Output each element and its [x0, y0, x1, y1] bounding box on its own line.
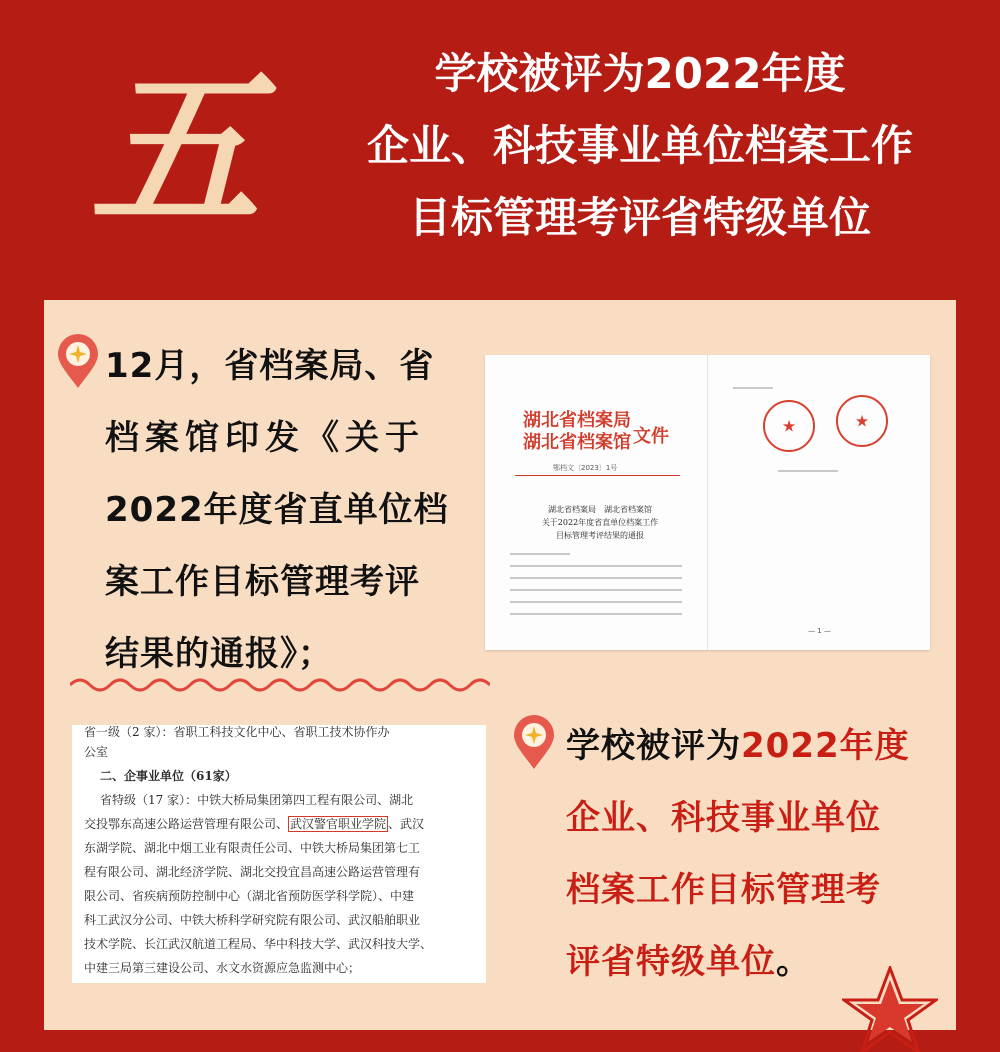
document-text-line [510, 589, 682, 591]
section2-highlight: 2022年度 [741, 726, 910, 766]
document-page-left [485, 355, 708, 650]
notice-document-image [485, 355, 930, 650]
document-org-names [523, 410, 631, 454]
big-numeral: 五 [89, 50, 260, 250]
header-title [290, 38, 990, 254]
section2-end-mark: 。 [776, 942, 811, 982]
official-seal-icon: ★ [836, 395, 888, 447]
document-text-line [733, 387, 773, 389]
excerpt-line: 程有限公司、湖北经济学院、湖北交投宜昌高速公路运营管理有 [84, 865, 421, 879]
document-page-right [708, 355, 930, 650]
document-red-rule [515, 475, 680, 476]
highlight-box: 武汉警官职业学院 [290, 817, 387, 831]
document-org-line: 湖北省档案馆 [523, 432, 631, 453]
header-title-line: 目标管理考评省特级单位 [408, 193, 871, 242]
excerpt-line: 公室 [84, 745, 109, 759]
document-text-line [510, 601, 682, 603]
document-notice-line: 湖北省档案局 湖北省档案馆 [548, 505, 652, 514]
excerpt-line: 中建三局第三建设公司、水文水资源应急监测中心； [84, 961, 361, 975]
section1-text [105, 330, 475, 690]
excerpt-line: 科工武汉分公司、中铁大桥科学研究院有限公司、武汉船舶职业 [84, 913, 421, 927]
document-text-line [778, 470, 838, 472]
section2-text [566, 710, 926, 998]
section1-line: 结果的通报》； [105, 634, 333, 674]
excerpt-line: 二、企事业单位（61家） [100, 769, 237, 783]
document-notice-line: 关于2022年度省直单位档案工作 [541, 518, 659, 527]
excerpt-line: 省一级（2 家）：省职工科技文化中心、省职工技术协作办 [84, 725, 390, 739]
section1-line: 案工作目标管理考评 [105, 562, 420, 602]
excerpt-text: 、武汉 [388, 817, 425, 831]
section1-line: 档案馆印发《关于 [105, 418, 425, 458]
document-text-line [510, 553, 570, 555]
section1-line: 2022年度省直单位档 [105, 490, 449, 530]
excerpt-line: 省特级（17 家）：中铁大桥局集团第四工程有限公司、湖北 [100, 793, 414, 807]
header-title-line: 企业、科技事业单位档案工作 [366, 121, 913, 170]
document-number: 鄂档文〔2023〕1号 [553, 464, 618, 472]
section2-highlight: 评省特级单位 [566, 942, 776, 982]
excerpt-line: 限公司、省疾病预防控制中心（湖北省预防医学科学院）、中建 [84, 889, 415, 903]
ranking-excerpt-image [72, 725, 486, 983]
document-notice-title [525, 503, 675, 542]
location-pin-icon [510, 713, 558, 771]
document-page-number: — 1 — [808, 627, 831, 635]
header-title-line: 学校被评为2022年度 [434, 49, 846, 98]
official-seal-icon: ★ [763, 400, 815, 452]
document-org-suffix: 文件 [633, 426, 669, 447]
document-org-line: 湖北省档案局 [523, 410, 631, 431]
section1-line: 12月，省档案局、省 [105, 346, 435, 386]
star-decoration-icon [842, 966, 938, 1052]
section2-prefix: 学校被评为 [566, 726, 741, 766]
document-text-line [510, 565, 682, 567]
section2-highlight-line: 企业、科技事业单位 [566, 798, 881, 838]
document-text-line [510, 613, 682, 615]
excerpt-text: 交投鄂东高速公路运营管理有限公司、 [84, 817, 289, 831]
wavy-divider [70, 670, 490, 700]
excerpt-line: 东湖学院、湖北中烟工业有限责任公司、中铁大桥局集团第七工 [84, 841, 421, 855]
section2-line [566, 710, 926, 782]
document-notice-line: 目标管理考评结果的通报 [556, 531, 644, 540]
excerpt-line-highlight [84, 815, 424, 832]
document-text-line [510, 577, 682, 579]
excerpt-line: 技术学院、长江武汉航道工程局、华中科技大学、武汉科技大学、 [84, 937, 433, 951]
location-pin-icon [54, 332, 102, 390]
section2-highlight-line: 档案工作目标管理考 [566, 870, 881, 910]
